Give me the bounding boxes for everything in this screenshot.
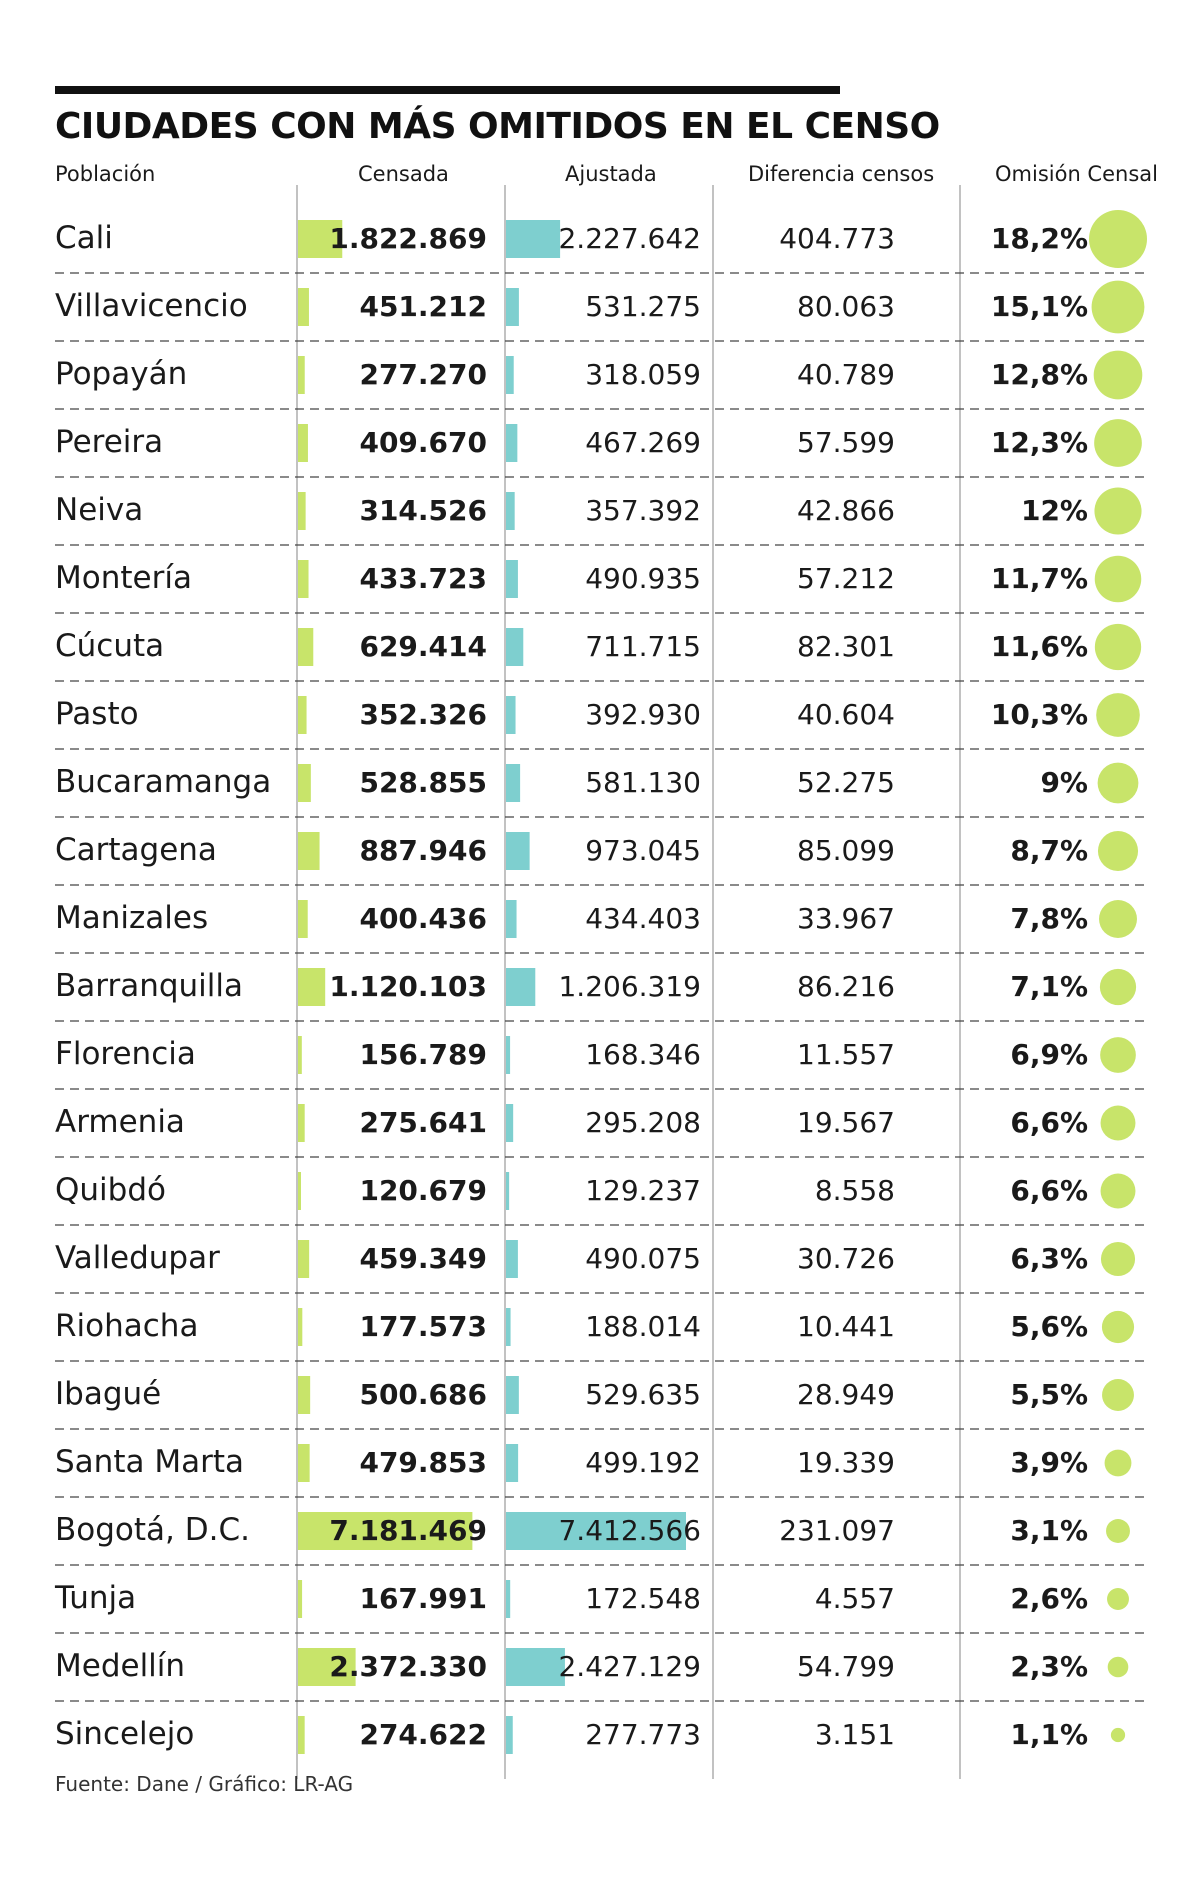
diferencia-value: 11.557 bbox=[797, 1038, 895, 1071]
omision-value: 8,7% bbox=[1010, 834, 1088, 867]
censada-bar bbox=[298, 1036, 302, 1074]
omision-value: 9% bbox=[1040, 766, 1088, 799]
censada-value: 2.372.330 bbox=[329, 1650, 487, 1683]
city-name: Santa Marta bbox=[55, 1444, 244, 1480]
diferencia-value: 3.151 bbox=[814, 1718, 895, 1751]
omision-value: 1,1% bbox=[1010, 1718, 1088, 1751]
omision-value: 12,3% bbox=[990, 426, 1088, 459]
omision-circle bbox=[1100, 1037, 1136, 1073]
ajustada-value: 277.773 bbox=[585, 1718, 701, 1751]
ajustada-value: 7.412.566 bbox=[558, 1514, 701, 1547]
city-name: Pasto bbox=[55, 696, 139, 732]
ajustada-value: 392.930 bbox=[585, 698, 701, 731]
ajustada-bar bbox=[506, 1580, 510, 1618]
censada-value: 451.212 bbox=[359, 290, 487, 323]
city-name: Cali bbox=[55, 220, 113, 256]
censada-bar bbox=[298, 424, 308, 462]
city-name: Bucaramanga bbox=[55, 764, 272, 800]
diferencia-value: 19.567 bbox=[797, 1106, 895, 1139]
omision-circle bbox=[1101, 1242, 1135, 1276]
city-name: Neiva bbox=[55, 492, 144, 528]
censada-value: 275.641 bbox=[359, 1106, 487, 1139]
censada-bar bbox=[298, 560, 309, 598]
omision-circle bbox=[1098, 831, 1138, 871]
ajustada-value: 318.059 bbox=[585, 358, 701, 391]
diferencia-value: 52.275 bbox=[797, 766, 895, 799]
omision-value: 7,1% bbox=[1010, 970, 1088, 1003]
censada-bar bbox=[298, 1172, 301, 1210]
ajustada-value: 490.075 bbox=[585, 1242, 701, 1275]
header-ajustada: Ajustada bbox=[565, 162, 657, 186]
ajustada-value: 499.192 bbox=[585, 1446, 701, 1479]
censada-value: 528.855 bbox=[359, 766, 487, 799]
city-name: Medellín bbox=[55, 1648, 186, 1684]
diferencia-value: 404.773 bbox=[779, 222, 895, 255]
censada-value: 1.822.869 bbox=[329, 222, 487, 255]
censada-value: 500.686 bbox=[359, 1378, 487, 1411]
diferencia-value: 28.949 bbox=[797, 1378, 895, 1411]
omision-circle bbox=[1101, 1106, 1136, 1141]
ajustada-bar bbox=[506, 832, 530, 870]
censada-bar bbox=[298, 356, 305, 394]
omision-value: 6,6% bbox=[1010, 1174, 1088, 1207]
omision-value: 12% bbox=[1020, 494, 1088, 527]
omision-circle bbox=[1111, 1728, 1125, 1742]
omision-circle bbox=[1095, 624, 1141, 670]
censada-bar bbox=[298, 968, 325, 1006]
diferencia-value: 231.097 bbox=[779, 1514, 895, 1547]
omision-circle bbox=[1105, 1450, 1132, 1477]
city-name: Popayán bbox=[55, 356, 188, 392]
source-note: Fuente: Dane / Gráfico: LR-AG bbox=[55, 1772, 354, 1796]
ajustada-value: 490.935 bbox=[585, 562, 701, 595]
ajustada-bar bbox=[506, 1036, 510, 1074]
city-name: Tunja bbox=[55, 1580, 137, 1616]
header-censada: Censada bbox=[358, 162, 449, 186]
omision-circle bbox=[1094, 419, 1142, 467]
censada-value: 629.414 bbox=[359, 630, 487, 663]
city-name: Bogotá, D.C. bbox=[55, 1512, 250, 1548]
censada-bar bbox=[298, 832, 320, 870]
city-name: Villavicencio bbox=[55, 288, 248, 324]
censada-value: 7.181.469 bbox=[329, 1514, 487, 1547]
header-omision: Omisión Censal bbox=[995, 162, 1158, 186]
omision-value: 5,5% bbox=[1010, 1378, 1088, 1411]
ajustada-bar bbox=[506, 1240, 518, 1278]
omision-circle bbox=[1108, 1657, 1129, 1678]
omision-circle bbox=[1094, 351, 1143, 400]
ajustada-value: 168.346 bbox=[585, 1038, 701, 1071]
ajustada-value: 531.275 bbox=[585, 290, 701, 323]
omision-value: 18,2% bbox=[990, 222, 1088, 255]
omision-circle bbox=[1094, 487, 1141, 534]
diferencia-value: 86.216 bbox=[797, 970, 895, 1003]
diferencia-value: 40.789 bbox=[797, 358, 895, 391]
omision-value: 11,6% bbox=[990, 630, 1088, 663]
omision-value: 2,6% bbox=[1010, 1582, 1088, 1615]
chart-title: CIUDADES CON MÁS OMITIDOS EN EL CENSO bbox=[55, 106, 940, 147]
censada-value: 887.946 bbox=[359, 834, 487, 867]
ajustada-value: 973.045 bbox=[585, 834, 701, 867]
ajustada-bar bbox=[506, 356, 514, 394]
diferencia-value: 80.063 bbox=[797, 290, 895, 323]
censada-bar bbox=[298, 696, 307, 734]
city-name: Sincelejo bbox=[55, 1716, 195, 1752]
censada-value: 314.526 bbox=[359, 494, 487, 527]
header-poblacion: Población bbox=[55, 162, 156, 186]
omision-value: 5,6% bbox=[1010, 1310, 1088, 1343]
diferencia-value: 30.726 bbox=[797, 1242, 895, 1275]
omision-value: 6,9% bbox=[1010, 1038, 1088, 1071]
diferencia-value: 85.099 bbox=[797, 834, 895, 867]
diferencia-value: 57.212 bbox=[797, 562, 895, 595]
city-name: Cartagena bbox=[55, 832, 217, 868]
city-name: Quibdó bbox=[55, 1172, 166, 1208]
header-diferencia: Diferencia censos bbox=[748, 162, 935, 186]
city-name: Montería bbox=[55, 560, 192, 596]
ajustada-value: 529.635 bbox=[585, 1378, 701, 1411]
censada-value: 409.670 bbox=[359, 426, 487, 459]
ajustada-bar bbox=[506, 424, 517, 462]
censada-bar bbox=[298, 1240, 309, 1278]
ajustada-bar bbox=[506, 1376, 519, 1414]
censada-bar bbox=[298, 1716, 305, 1754]
diferencia-value: 8.558 bbox=[814, 1174, 895, 1207]
ajustada-bar bbox=[506, 288, 519, 326]
ajustada-value: 1.206.319 bbox=[558, 970, 701, 1003]
omision-circle bbox=[1106, 1519, 1130, 1543]
censada-bar bbox=[298, 900, 308, 938]
ajustada-bar bbox=[506, 492, 515, 530]
censada-value: 352.326 bbox=[359, 698, 487, 731]
ajustada-value: 434.403 bbox=[585, 902, 701, 935]
omision-circle bbox=[1089, 210, 1147, 268]
censada-bar bbox=[298, 492, 306, 530]
omision-circle bbox=[1098, 763, 1139, 804]
ajustada-value: 357.392 bbox=[585, 494, 701, 527]
omision-circle bbox=[1092, 281, 1145, 334]
censada-value: 400.436 bbox=[359, 902, 487, 935]
ajustada-bar bbox=[506, 560, 518, 598]
omision-value: 3,1% bbox=[1010, 1514, 1088, 1547]
censada-value: 479.853 bbox=[359, 1446, 487, 1479]
censada-bar bbox=[298, 1104, 305, 1142]
ajustada-bar bbox=[506, 628, 523, 666]
censada-value: 277.270 bbox=[359, 358, 487, 391]
ajustada-value: 2.427.129 bbox=[558, 1650, 701, 1683]
ajustada-value: 172.548 bbox=[585, 1582, 701, 1615]
city-name: Barranquilla bbox=[55, 968, 244, 1004]
censada-bar bbox=[298, 628, 313, 666]
censada-value: 433.723 bbox=[359, 562, 487, 595]
omision-circle bbox=[1100, 969, 1136, 1005]
omision-value: 6,6% bbox=[1010, 1106, 1088, 1139]
ajustada-bar bbox=[506, 1648, 565, 1686]
omision-circle bbox=[1096, 693, 1140, 737]
censada-bar bbox=[298, 764, 311, 802]
omision-circle bbox=[1099, 900, 1137, 938]
city-name: Ibagué bbox=[55, 1376, 162, 1412]
diferencia-value: 19.339 bbox=[797, 1446, 895, 1479]
omision-value: 7,8% bbox=[1010, 902, 1088, 935]
censada-value: 1.120.103 bbox=[329, 970, 487, 1003]
censada-bar bbox=[298, 1376, 310, 1414]
diferencia-value: 82.301 bbox=[797, 630, 895, 663]
censada-bar bbox=[298, 1444, 310, 1482]
ajustada-value: 2.227.642 bbox=[558, 222, 701, 255]
omision-value: 6,3% bbox=[1010, 1242, 1088, 1275]
censada-value: 459.349 bbox=[359, 1242, 487, 1275]
censada-value: 177.573 bbox=[359, 1310, 487, 1343]
ajustada-bar bbox=[506, 1172, 509, 1210]
diferencia-value: 54.799 bbox=[797, 1650, 895, 1683]
city-name: Pereira bbox=[55, 424, 164, 460]
city-name: Cúcuta bbox=[55, 628, 165, 664]
ajustada-bar bbox=[506, 900, 517, 938]
ajustada-bar bbox=[506, 1104, 513, 1142]
ajustada-bar bbox=[506, 968, 535, 1006]
city-name: Florencia bbox=[55, 1036, 196, 1072]
diferencia-value: 33.967 bbox=[797, 902, 895, 935]
ajustada-bar bbox=[506, 764, 520, 802]
diferencia-value: 10.441 bbox=[797, 1310, 895, 1343]
diferencia-value: 4.557 bbox=[814, 1582, 895, 1615]
omision-circle bbox=[1102, 1379, 1134, 1411]
ajustada-value: 467.269 bbox=[585, 426, 701, 459]
diferencia-value: 40.604 bbox=[797, 698, 895, 731]
city-name: Valledupar bbox=[55, 1240, 220, 1276]
censada-value: 156.789 bbox=[359, 1038, 487, 1071]
omision-value: 11,7% bbox=[990, 562, 1088, 595]
censada-value: 167.991 bbox=[359, 1582, 487, 1615]
omision-value: 10,3% bbox=[990, 698, 1088, 731]
ajustada-bar bbox=[506, 220, 560, 258]
diferencia-value: 57.599 bbox=[797, 426, 895, 459]
censada-bar bbox=[298, 1580, 302, 1618]
ajustada-bar bbox=[506, 1716, 513, 1754]
city-name: Manizales bbox=[55, 900, 209, 936]
ajustada-value: 295.208 bbox=[585, 1106, 701, 1139]
ajustada-value: 711.715 bbox=[585, 630, 701, 663]
censada-bar bbox=[298, 288, 309, 326]
omision-value: 2,3% bbox=[1010, 1650, 1088, 1683]
ajustada-bar bbox=[506, 696, 516, 734]
ajustada-value: 188.014 bbox=[585, 1310, 701, 1343]
omision-value: 15,1% bbox=[990, 290, 1088, 323]
censada-value: 274.622 bbox=[359, 1718, 487, 1751]
city-name: Riohacha bbox=[55, 1308, 199, 1344]
ajustada-value: 129.237 bbox=[585, 1174, 701, 1207]
censada-bar bbox=[298, 1308, 302, 1346]
omision-circle bbox=[1101, 1174, 1136, 1209]
omision-value: 3,9% bbox=[1010, 1446, 1088, 1479]
ajustada-bar bbox=[506, 1308, 511, 1346]
diferencia-value: 42.866 bbox=[797, 494, 895, 527]
omision-circle bbox=[1102, 1311, 1134, 1343]
omision-circle bbox=[1095, 556, 1142, 603]
city-name: Armenia bbox=[55, 1104, 185, 1140]
ajustada-value: 581.130 bbox=[585, 766, 701, 799]
omision-value: 12,8% bbox=[990, 358, 1088, 391]
omision-circle bbox=[1107, 1588, 1129, 1610]
censada-value: 120.679 bbox=[359, 1174, 487, 1207]
ajustada-bar bbox=[506, 1444, 518, 1482]
